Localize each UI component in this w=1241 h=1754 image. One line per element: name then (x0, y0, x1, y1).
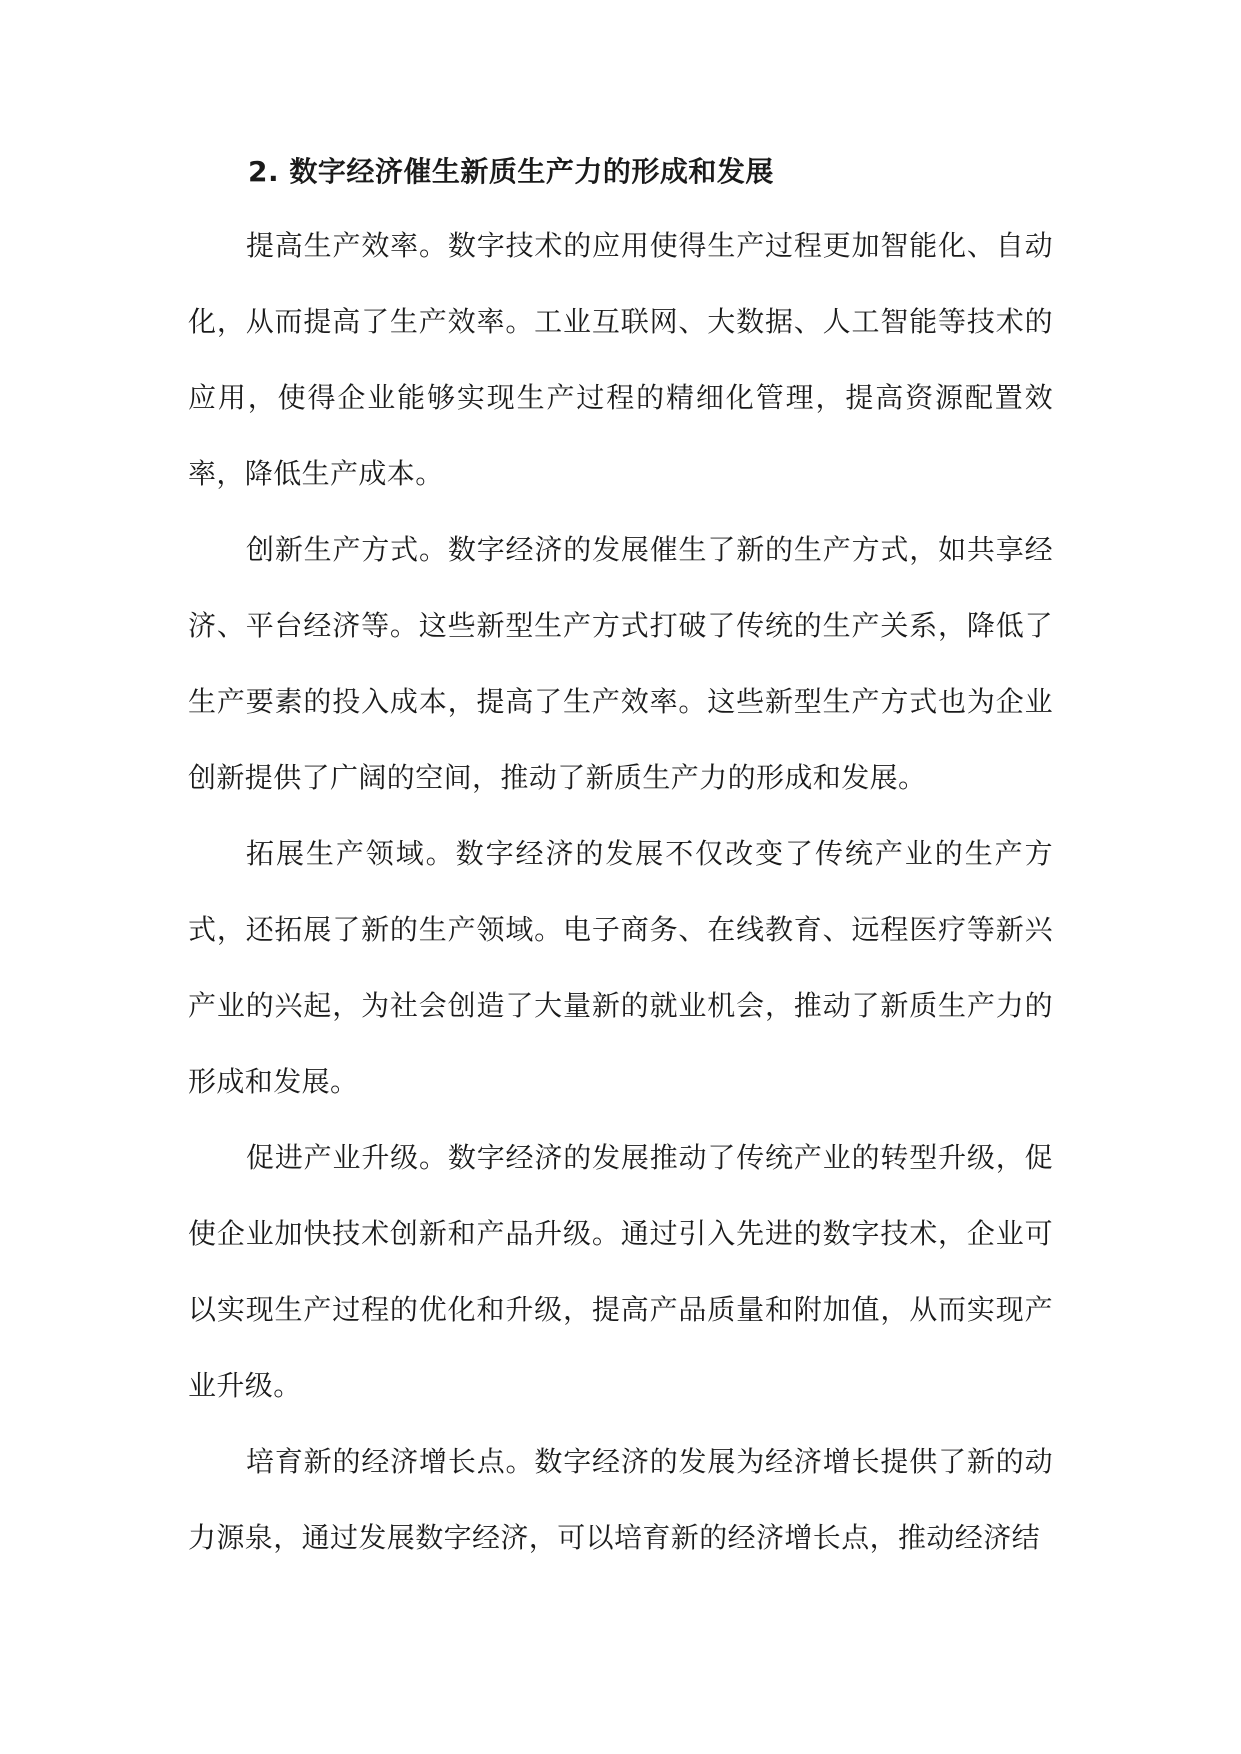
paragraph-production-efficiency: 提高生产效率。数字技术的应用使得生产过程更加智能化、自动化，从而提高了生产效率。工业互联网、大数据、人工智能等技术的应用，使得企业能够实现生产过程的精细化管理，提高资源配置效率，降低生产成本。 (188, 229, 1053, 490)
paragraph-industrial-upgrade: 促进产业升级。数字经济的发展推动了传统产业的转型升级，促使企业加快技术创新和产品升级。通过引入先进的数字技术，企业可以实现生产过程的优化和升级，提高产品质量和附加值，从而实现产业升级。 (188, 1141, 1053, 1402)
paragraph-growth-points: 培育新的经济增长点。数字经济的发展为经济增长提供了新的动力源泉，通过发展数字经济，可以培育新的经济增长点，推动经济结 (188, 1445, 1053, 1554)
paragraph-production-fields: 拓展生产领域。数字经济的发展不仅改变了传统产业的生产方式，还拓展了新的生产领域。电子商务、在线教育、远程医疗等新兴产业的兴起，为社会创造了大量新的就业机会，推动了新质生产力的形成和发展。 (188, 837, 1053, 1098)
paragraph-production-methods: 创新生产方式。数字经济的发展催生了新的生产方式，如共享经济、平台经济等。这些新型生产方式打破了传统的生产关系，降低了生产要素的投入成本，提高了生产效率。这些新型生产方式也为企业创新提供了广阔的空间，推动了新质生产力的形成和发展。 (188, 533, 1053, 794)
section-heading: 2. 数字经济催生新质生产力的形成和发展 (248, 155, 774, 188)
